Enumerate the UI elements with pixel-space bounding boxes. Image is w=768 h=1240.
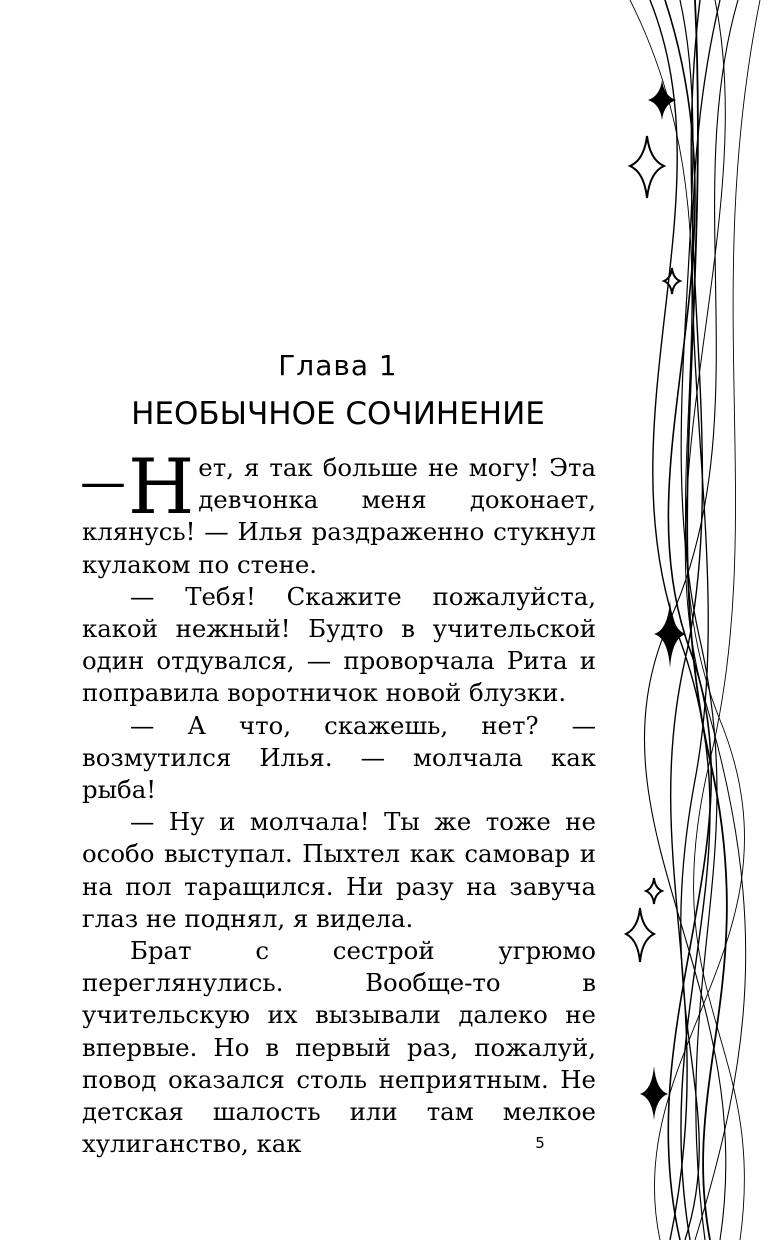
sparkle-icon [654,600,686,668]
wave-line-8 [694,0,760,1240]
sparkle-outline-icon [664,268,680,294]
chapter-title: НЕОБЫЧНОЕ СОЧИНЕНИЕ [131,396,545,432]
chapter-label: Глава 1 [278,349,398,382]
chapter-text [80,442,596,1160]
dropcap-dash: — [80,455,126,509]
paragraph-3: — А что, скажешь, нет? — возмутился Илья. — молчала как рыба! [82,710,596,805]
sparkle-outline-icon [646,878,662,904]
sparkle-outline-icon [626,908,654,962]
paragraph-2: — Тебя! Скажите пожалуйста, какой нежный! Будто в учительской один отдувался, — проворчала Рита и поправила воротничок новой блузки. [82,581,596,708]
paragraph-5: Брат с сестрой угрюмо переглянулись. Вообще-то в учительскую их вызывали далеко не впервые. Но в первый раз, пожалуй, повод оказался столь неприятным. Не детская шалость или там мелкое хулиганство, как [82,936,596,1159]
paragraph-4: — Ну и молчала! Ты же тоже не особо выступал. Пыхтел как самовар и на пол таращился. Ни разу на завуча глаз не поднял, я видела. [82,807,596,933]
paragraph-1-text: ет, я так больше не могу! Эта девчонка меня доконает, клянусь! — Илья раздраженно стукнул кулаком по стене. [82,453,596,579]
dropcap-letter: Н [128,442,195,531]
sparkle-icon [640,1066,668,1120]
page-number: 5 [535,1134,545,1152]
decorative-wavy-lines [610,0,768,1240]
sparkle-outline-icon [630,136,664,198]
paragraph-1 [80,442,596,581]
